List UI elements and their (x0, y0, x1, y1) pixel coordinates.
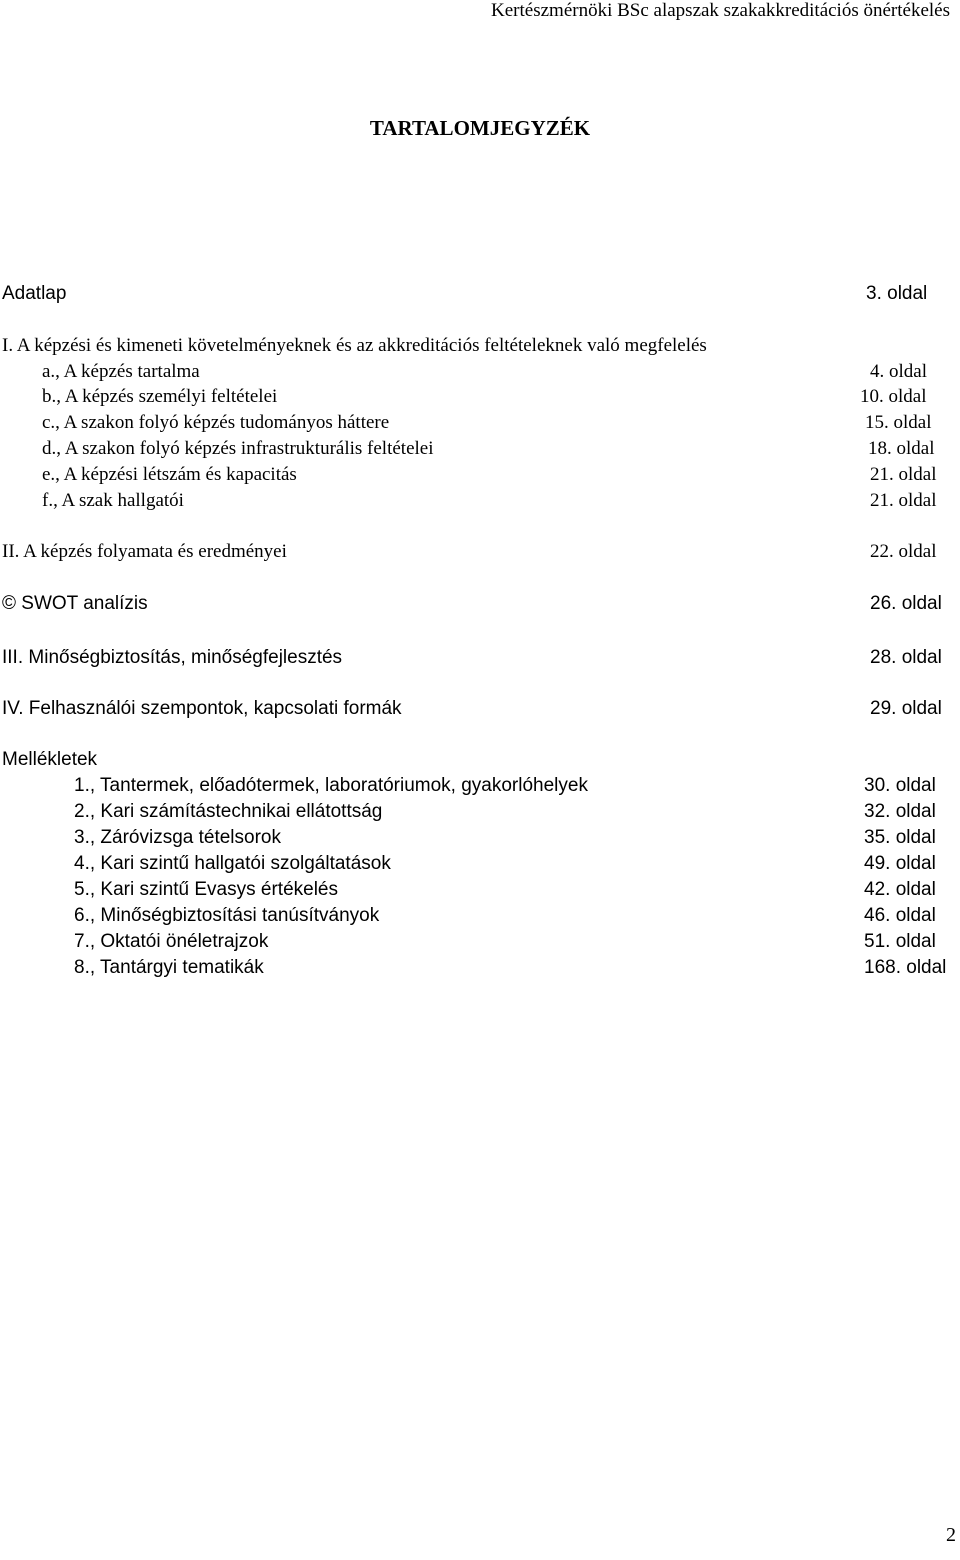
copyright-icon: © (2, 593, 22, 614)
toc-page-appendix-2: 32. oldal (864, 801, 936, 822)
toc-page-appendix-4: 49. oldal (864, 853, 936, 874)
toc-page-i-f: 21. oldal (870, 490, 937, 511)
toc-page-iii: 28. oldal (870, 647, 942, 668)
toc-page-appendix-3: 35. oldal (864, 827, 936, 848)
toc-section-appendices: Mellékletek (2, 749, 98, 770)
toc-appendix-4: 4., Kari szintű hallgatói szolgáltatások (74, 853, 391, 874)
toc-entry-i-c: c., A szakon folyó képzés tudományos háttere (42, 412, 390, 433)
toc-page-appendix-7: 51. oldal (864, 931, 936, 952)
toc-page-appendix-8: 168. oldal (864, 957, 947, 978)
toc-entry-swot (2, 593, 148, 615)
toc-page-i-d: 18. oldal (868, 438, 935, 459)
running-header: Kertészmérnöki BSc alapszak szakakkreditációs önértékelés (491, 0, 950, 21)
toc-section-i: I. A képzési és kimeneti követelményeknek és az akkreditációs feltételeknek való megfelelés (2, 335, 707, 356)
toc-page-appendix-6: 46. oldal (864, 905, 936, 926)
toc-appendix-1: 1., Tantermek, előadótermek, laboratóriumok, gyakorlóhelyek (74, 775, 588, 796)
toc-appendix-6: 6., Minőségbiztosítási tanúsítványok (74, 905, 380, 926)
toc-appendix-2: 2., Kari számítástechnikai ellátottság (74, 801, 383, 822)
toc-entry-i-e: e., A képzési létszám és kapacitás (42, 464, 297, 485)
toc-page-appendix-1: 30. oldal (864, 775, 936, 796)
toc-page-adatlap: 3. oldal (866, 283, 928, 304)
toc-page-i-a: 4. oldal (870, 361, 927, 382)
toc-page-swot: 26. oldal (870, 593, 942, 614)
toc-entry-i-b: b., A képzés személyi feltételei (42, 386, 278, 407)
toc-appendix-7: 7., Oktatói önéletrajzok (74, 931, 269, 952)
toc-page-appendix-5: 42. oldal (864, 879, 936, 900)
toc-entry-i-a: a., A képzés tartalma (42, 361, 200, 382)
toc-page-i-e: 21. oldal (870, 464, 937, 485)
toc-appendix-3: 3., Záróvizsga tételsorok (74, 827, 281, 848)
toc-page-i-b: 10. oldal (860, 386, 927, 407)
page-title: TARTALOMJEGYZÉK (369, 116, 591, 140)
toc-entry-swot-label: SWOT analízis (21, 593, 148, 614)
toc-entry-i-d: d., A szakon folyó képzés infrastrukturális feltételei (42, 438, 434, 459)
toc-page-iv: 29. oldal (870, 698, 942, 719)
toc-page-ii: 22. oldal (870, 541, 937, 562)
toc-section-iii: III. Minőségbiztosítás, minőségfejlesztés (2, 647, 343, 668)
toc-entry-adatlap: Adatlap (2, 283, 67, 304)
page-number: 2 (946, 1524, 956, 1546)
toc-page-i-c: 15. oldal (865, 412, 932, 433)
toc-appendix-8: 8., Tantárgyi tematikák (74, 957, 264, 978)
toc-entry-i-f: f., A szak hallgatói (42, 490, 184, 511)
toc-section-iv: IV. Felhasználói szempontok, kapcsolati formák (2, 698, 402, 719)
toc-section-ii: II. A képzés folyamata és eredményei (2, 541, 287, 562)
toc-appendix-5: 5., Kari szintű Evasys értékelés (74, 879, 338, 900)
